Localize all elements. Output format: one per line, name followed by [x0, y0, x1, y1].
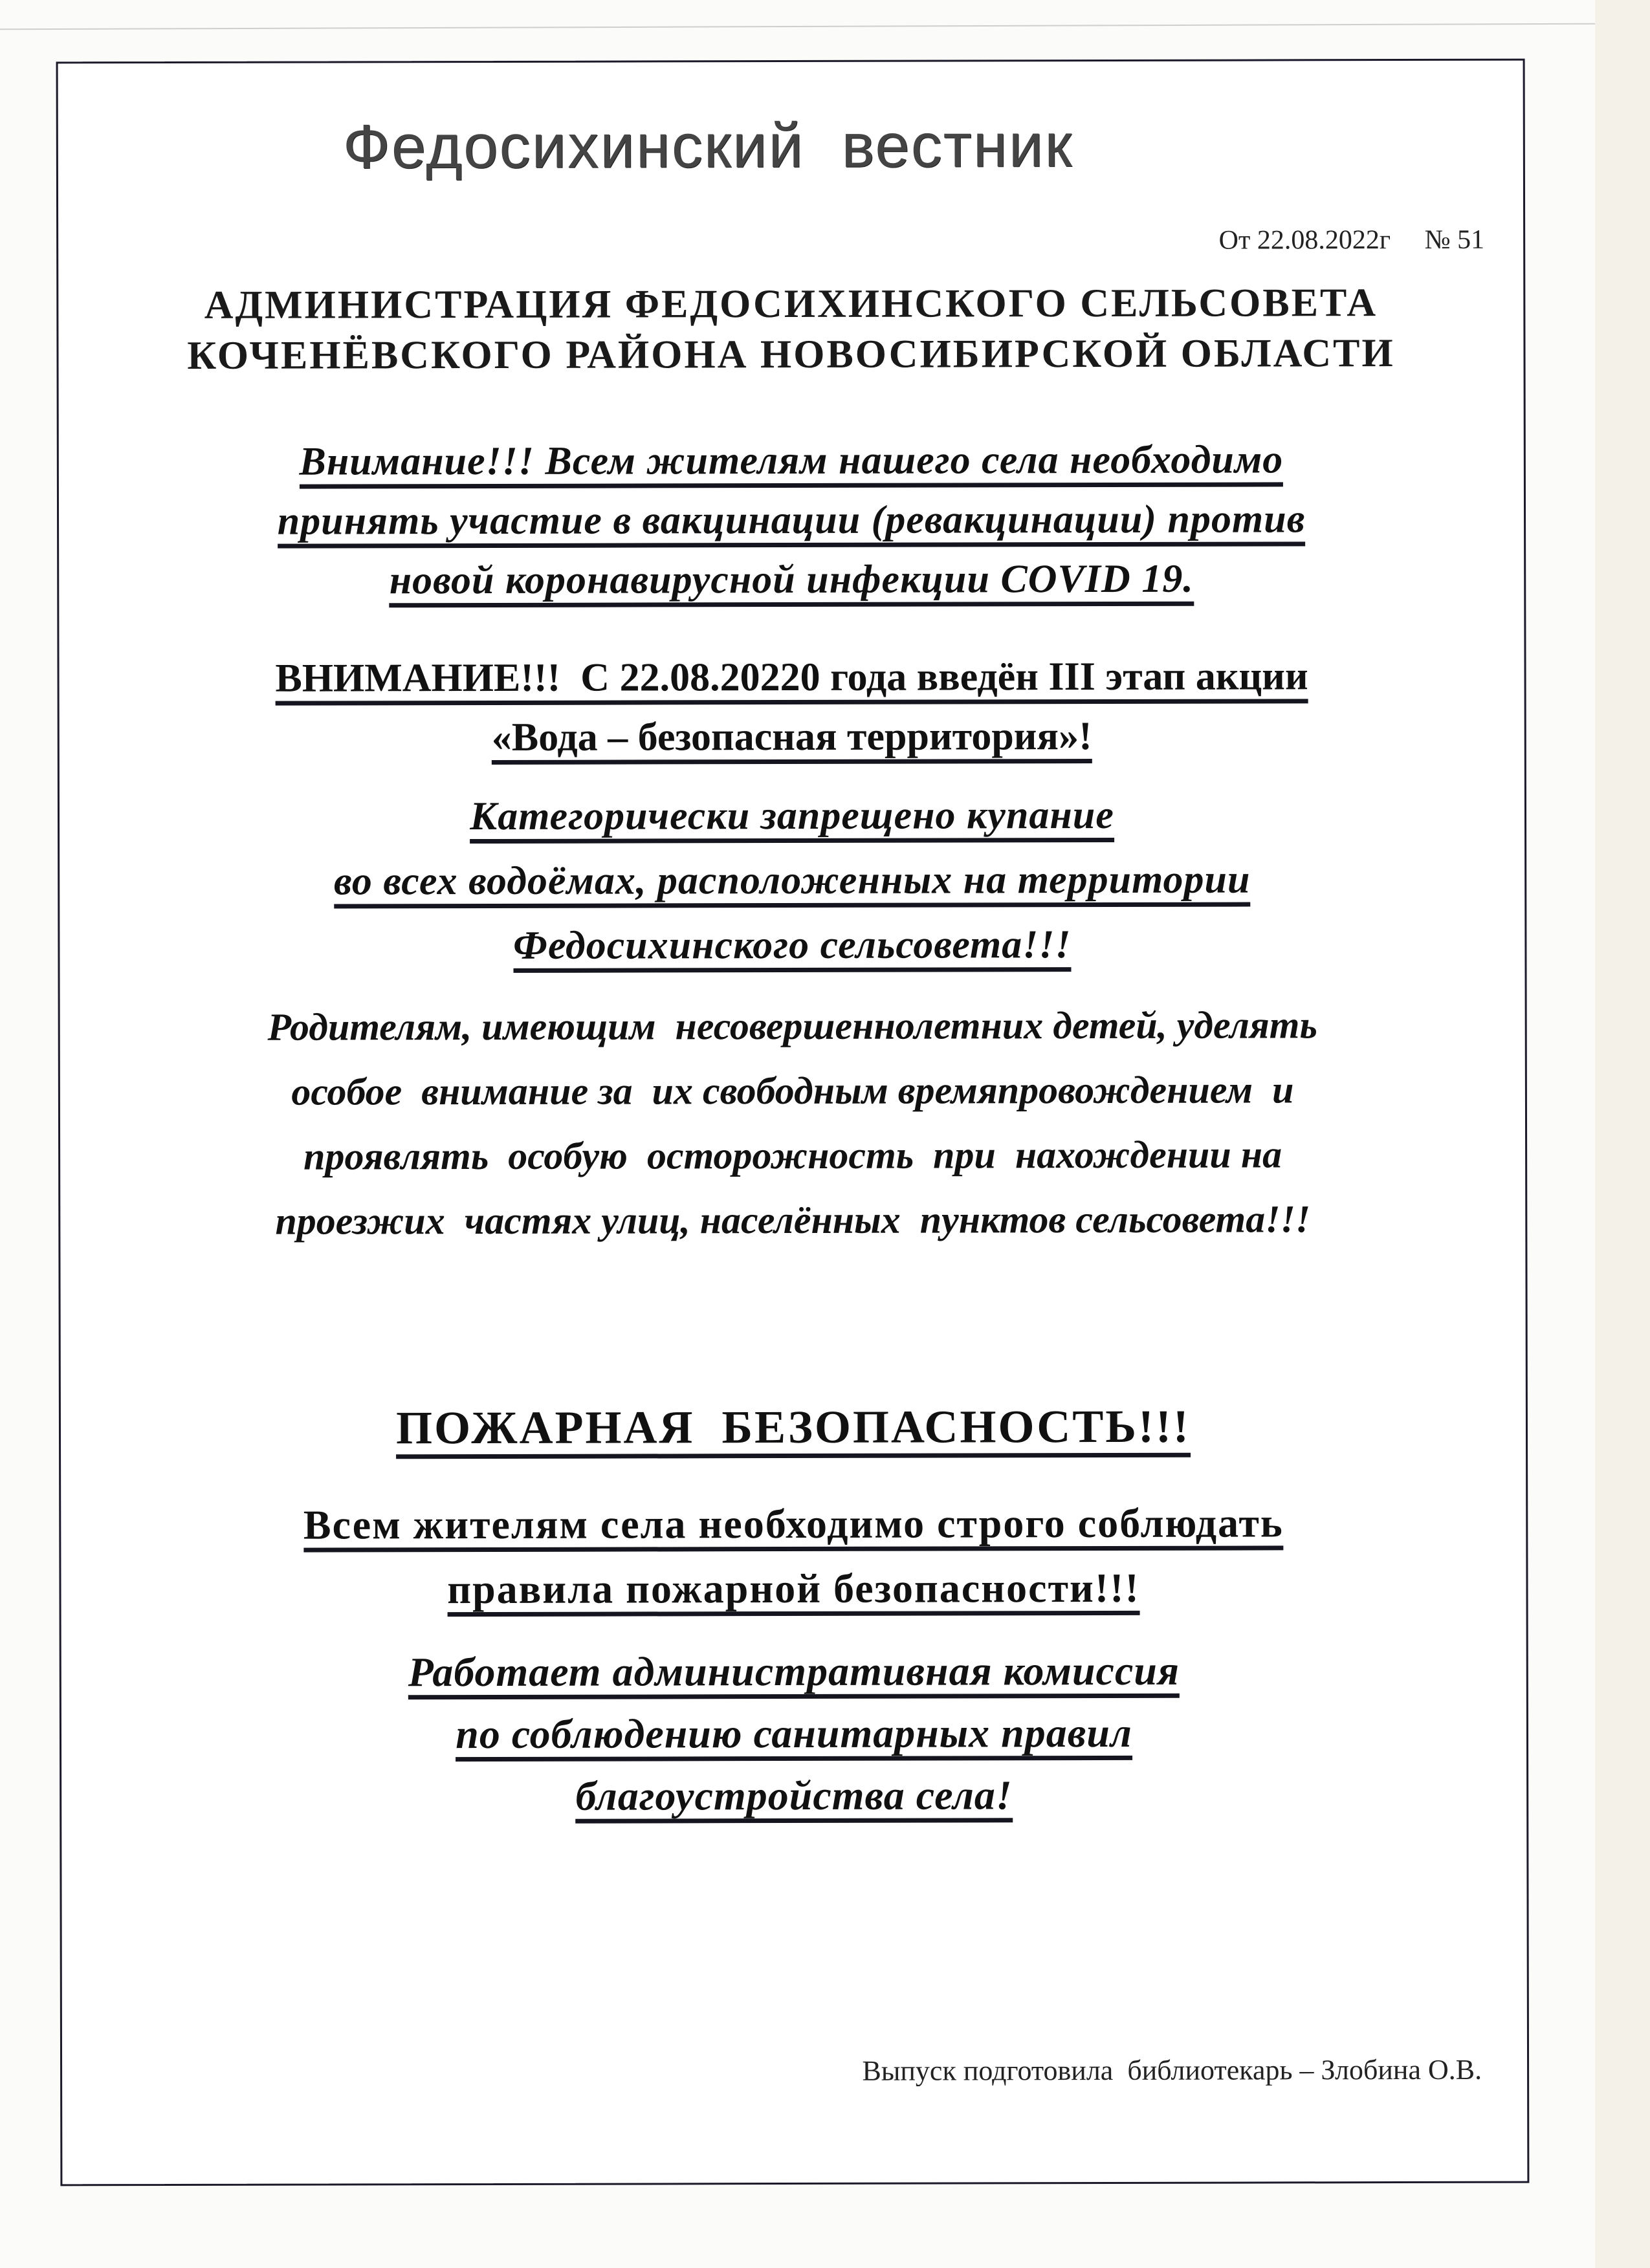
issue-info [1178, 193, 1484, 287]
notice-line: особое внимание за их свободным времяпровождением и [291, 1068, 1294, 1113]
notice-line: новой коронавирусной инфекции COVID 19. [390, 558, 1194, 608]
swimming-ban-notice [60, 782, 1525, 979]
notice-line: Всем жителям села необходимо строго соблюдать [303, 1501, 1284, 1552]
notice-line: по соблюдению санитарных правил [456, 1711, 1132, 1761]
notice-line: Родителям, имеющим несовершеннолетних детей, уделять [267, 1003, 1317, 1049]
newsletter-title: Федосихинский вестник [342, 111, 1073, 182]
administration-header-line: КОЧЕНЁВСКОГО РАЙОНА НОВОСИБИРСКОЙ ОБЛАСТИ [187, 331, 1395, 378]
notice-line: правила пожарной безопасности!!! [447, 1566, 1140, 1617]
notice-line: благоустройства села! [576, 1773, 1013, 1824]
notice-line: «Вода – безопасная территория»! [492, 715, 1092, 765]
issue-date: От 22.08.2022г [1218, 225, 1391, 256]
commission-notice [61, 1639, 1527, 1829]
notice-line: во всех водоёмах, расположенных на территории [334, 859, 1251, 909]
fire-safety-rules [61, 1490, 1526, 1623]
issue-credit: Выпуск подготовила библиотекарь – Злобина О.В. [862, 2053, 1482, 2087]
issue-spacer [1391, 225, 1425, 255]
notice-line: Категорически запрещено купание [470, 794, 1114, 844]
administration-header-line: АДМИНИСТРАЦИЯ ФЕДОСИХИНСКОГО СЕЛЬСОВЕТА [204, 281, 1378, 327]
water-safety-notice [59, 646, 1524, 769]
page-fold-line [0, 23, 1595, 30]
covid-vaccination-notice [59, 430, 1524, 611]
notice-line: Федосихинского сельсовета!!! [513, 924, 1072, 973]
fire-safety-heading [61, 1390, 1526, 1465]
scanner-edge-strip [1595, 0, 1650, 2268]
issue-number: № 51 [1424, 224, 1485, 255]
notice-line: проявлять особую осторожность при нахождении на [303, 1133, 1282, 1178]
notice-line: ВНИМАНИЕ!!! С 22.08.20220 года введён III этап акции [275, 655, 1308, 705]
fire-safety-title: ПОЖАРНАЯ БЕЗОПАСНОСТЬ!!! [396, 1402, 1191, 1459]
administration-header [58, 278, 1523, 382]
notice-line: Внимание!!! Всем жителям нашего села необходимо [299, 439, 1283, 488]
parents-notice [60, 992, 1526, 1254]
newsletter-page [56, 59, 1530, 2186]
page-content [58, 61, 1528, 2185]
notice-line: Работает административная комиссия [408, 1649, 1180, 1700]
notice-line: принять участие в вакцинации (ревакцинации) против [278, 498, 1306, 548]
notice-line: проезжих частях улиц, населённых пунктов сельсовета!!! [275, 1197, 1311, 1243]
